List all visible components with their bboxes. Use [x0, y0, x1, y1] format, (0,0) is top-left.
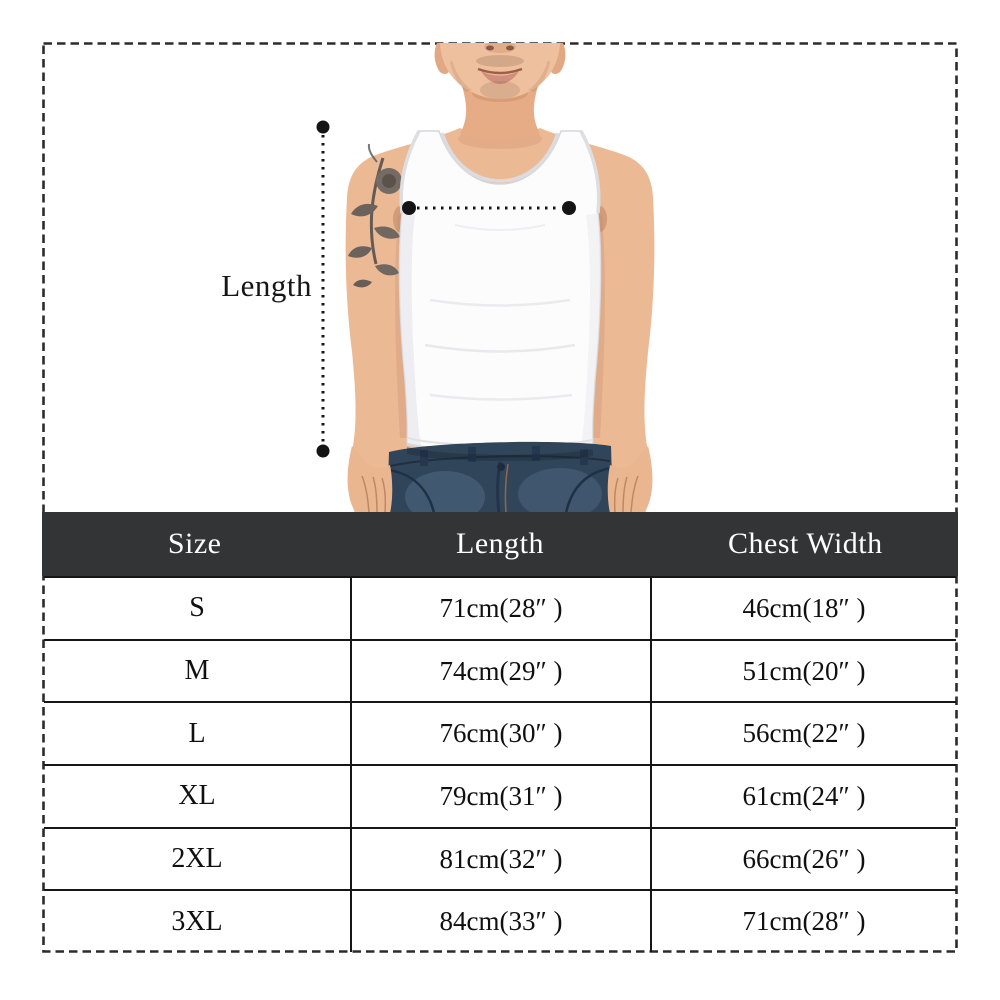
chest-width-value: 71cm(28″ )	[742, 906, 866, 937]
length-measure-line	[317, 121, 330, 458]
jeans-button	[497, 463, 505, 471]
column-header-chest-width: Chest Width	[728, 527, 883, 560]
length-value: 81cm(32″ )	[350, 829, 652, 890]
size-value: 3XL	[171, 905, 223, 937]
size-value: M	[184, 655, 210, 686]
length-value: 74cm(29″ )	[350, 641, 652, 702]
table-row	[44, 701, 956, 764]
size-table-header	[42, 512, 958, 576]
column-header-length: Length	[456, 527, 544, 560]
jeans	[387, 442, 613, 523]
size-value: S	[189, 592, 205, 624]
chest-width-value: 46cm(18″ )	[742, 592, 866, 623]
table-row	[44, 889, 956, 952]
model-face	[435, 41, 566, 99]
chest-width-value: 51cm(20″ )	[742, 655, 866, 686]
chest-width-value: 66cm(26″ )	[742, 843, 866, 874]
length-value: 76cm(30″ )	[350, 703, 652, 764]
nostril	[506, 46, 514, 51]
length-value: 79cm(31″ )	[350, 766, 652, 827]
size-table	[44, 576, 956, 952]
mustache-stubble	[476, 55, 524, 67]
model-photo	[346, 41, 655, 523]
table-row	[44, 578, 956, 639]
table-row	[44, 764, 956, 827]
size-value: L	[188, 717, 206, 749]
length-value: 71cm(28″ )	[350, 578, 652, 639]
chest-width-value: 56cm(22″ )	[742, 718, 866, 749]
column-header-size: Size	[167, 527, 222, 560]
size-value: XL	[178, 780, 216, 812]
table-row	[44, 639, 956, 702]
nostril	[486, 46, 494, 51]
length-label: Length	[221, 268, 312, 303]
chest-width-value: 61cm(24″ )	[742, 780, 866, 811]
length-value: 84cm(33″ )	[350, 891, 652, 952]
size-value: 2XL	[171, 843, 223, 875]
table-row	[44, 827, 956, 890]
chin-stubble	[480, 81, 520, 99]
